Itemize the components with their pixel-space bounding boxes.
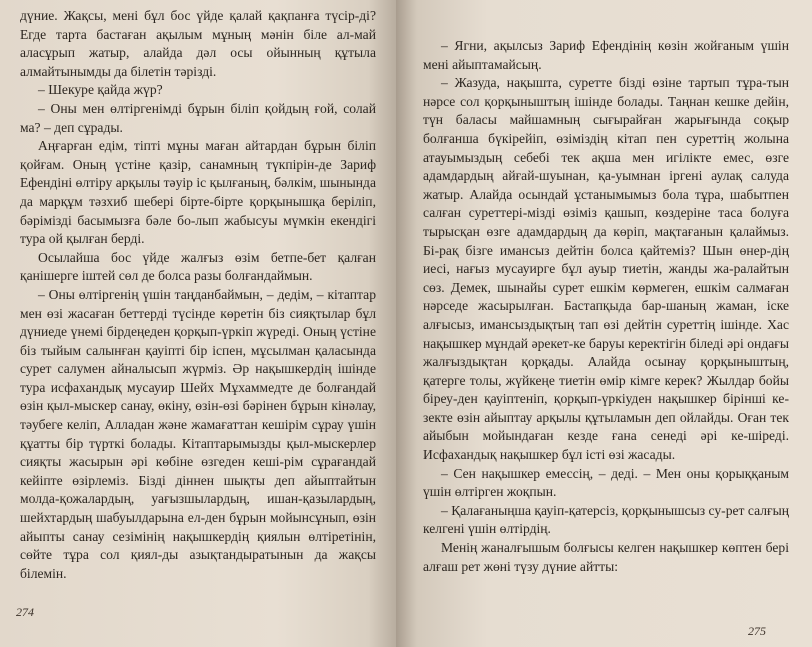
paragraph: Аңғарған едім, тіпті мұны маған айтардан бұрын біліп қойғам. Оның үстіне қазір, санамның түкпірін-де Зариф Ефендіні өлтіру арқылы тәуір іс қылғаның, бәлкім, шынында да марқұм тәзхиб шебері бірте-бірте қорқынышқа беріліп, бәрімізді басымызға бәле бо-лып жабысуы мүмкін екендігі тура ой қылған берді. — [20, 138, 376, 247]
left-page — [0, 0, 396, 647]
paragraph: дүние. Жақсы, мені бұл бос үйде қалай қақпанға түсір-ді? Егде тарта бастаған ақылым мұның мәнін біле ал-май аласұрып жатыр, алайда дәл осы ойынның құтыла алмайтынымды да білетін тәрізді. — [20, 8, 376, 79]
paragraph: – Шекуре қайда жүр? — [38, 82, 163, 98]
right-page-text — [423, 37, 789, 576]
paragraph: – Оны өлтіргенің үшін таңданбаймын, – дедім, – кітаптар мен өзі жасаған беттерді түсінде көретін біз сияқтылар бұл дүниеде үнемі бірдеңеден қорқып-үркіп жүреді. Оның үстіне біз тыйым салынған қауіпті бір іспен, мұсылман қаласында сурет салумен айналысып жүрміз. Әр нақышкердің ішінде тура исфахандық мусауир Шейх Мұхаммедте де болғандай өзін қыл-мыскер санау, өкіну, өзін-өзі бәрінен бұрын кінәлау, тәубеге келіп, Алладан және жамағаттан кешірім сұрау үшін құатты бір түрткі болады. Кітаптарымызды қыл-мыскерлер сияқты жасырын әрі көбіне өзгеден кеші-рім сұрағандай кейіпте өзірлеміз. Бізді діннен шықты деп айыптайтын молда-қожалардың, уағызшылардың, ишан-қазылардың, шейхтардың шабуылдарына ел-ден бұрын мойынсұнып, өзін айыпты санау сезімінің нақышкердің қиялын өлтіретінін, сөйте тұра сол қиял-ды азықтандыратынын да жақсы білемін. — [20, 286, 376, 581]
page-number: 274 — [16, 605, 34, 619]
right-page — [396, 0, 812, 647]
paragraph: – Оны мен өлтіргенімді бұрын біліп қойдың ғой, солай ма? – деп сұрады. — [20, 100, 376, 135]
paragraph: Менің жаналғышым болғысы келген нақышкер көптен бері алғаш рет жөні түзу дүние айтты: — [423, 540, 789, 574]
paragraph: Осылайша бос үйде жалғыз өзім бетпе-бет қалған қанішерге іштей сөл де болса разы болғандаймын. — [20, 249, 376, 284]
paragraph: – Ягни, ақылсыз Зариф Ефендінің көзін жойғаным үшін мені айыптамайсың. — [423, 38, 789, 72]
paragraph: – Жазуда, нақышта, суретте бізді өзіне тартып тұра-тын нәрсе сол қорқыныштың ішінде болады. Таңнан кешке дейін, түн баласы майшамның сығырайған жарығында соқыр болғанша бүкірейіп, өзіміздің кітап пен суреттің жолына атауымыздың себебі тек ақша мен игілікте емес, өзге адамдардың айғай-шуынан, қа-уымнан іргені аулақ салуда жатыр. Алайда осындай ұстанымымыз бола тұра, шабытпен салған суреттері-мізді өзіміз қашып, көздеріне таса болуға тырысқан өзге адамдардың да көріп, мақтағанын қалаймыз. Бі-рақ бізге имансыз дейтін болса қайтеміз? Шын өнер-дің иесі, нағыз мусауиргe бұл ауыр тиетін, жанды жа-ралайтын сөз. Демек, шынайы сурет ешкім көрмеген, ешкім салмаған нәрседе жасырылған. Бастапқыда бар-шаның жаман, іске алғысыз, имансыздықтың тап өзі дейтін суреттің ішінде. Хас нақышкер мұндай әрекет-ке баруы керектігін біледі әрі ондағы жалғыздықтан қорқады. Алайда осынау қорқыныштың, қатерге толы, жүйкеңе тиетін өмір кімге керек? Жылдар бойы біреу-ден қауіптеніп, қорқып-үркіуден нақышкер бірінші ке-зекте өзін айыптау арқылы құтыламын деп ойлайды. Оған тек айыбын мойындаған кезде ғана сенеді әрі ке-шіреді. Исфахандық нақышкер бұл істі өзі жасады. — [423, 75, 789, 463]
page-number: 275 — [748, 624, 766, 638]
paragraph: – Қалағаныңша қауіп-қатерсіз, қорқынышсыз су-рет салғың келгені үшін өлтірдің. — [423, 502, 789, 537]
paragraph: – Сен нақышкер емессің, – деді. – Мен оны қорыққаным үшін өлтірген жоқпын. — [423, 465, 789, 500]
left-page-text — [20, 7, 376, 583]
